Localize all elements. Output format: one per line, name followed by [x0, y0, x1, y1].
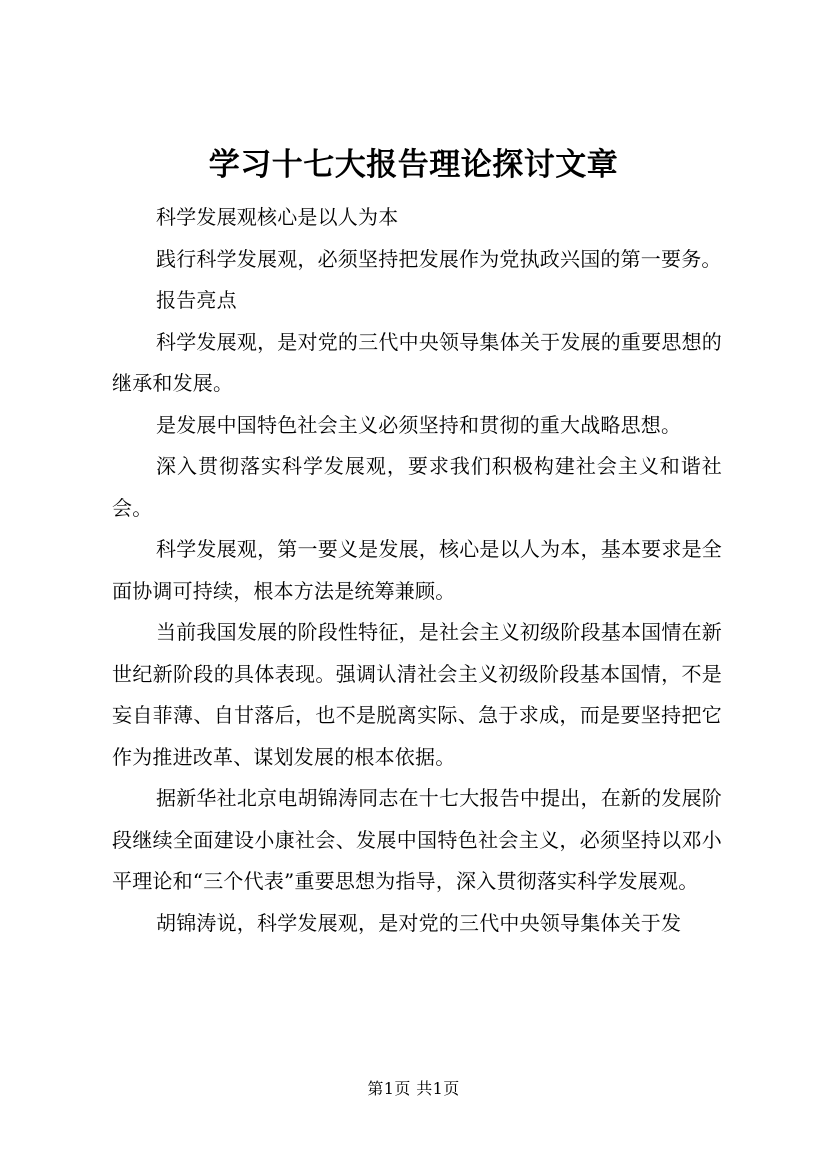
paragraph-6: 深入贯彻落实科学发展观，要求我们积极构建社会主义和谐社会。 [112, 454, 722, 520]
paragraph-8: 当前我国发展的阶段性特征，是社会主义初级阶段基本国情在新世纪新阶段的具体表现。强调认清社会主义初级阶段基本国情，不是妄自菲薄、自甘落后，也不是脱离实际、急于求成，而是要坚持把它作为推进改革、谋划发展的根本依据。 [112, 620, 722, 769]
paragraph-10: 胡锦涛说，科学发展观，是对党的三代中央领导集体关于发 [156, 910, 682, 935]
paragraph-3: 报告亮点 [156, 288, 237, 312]
paragraph-1: 科学发展观核心是以人为本 [156, 205, 399, 229]
paragraph-7: 科学发展观，第一要义是发展，核心是以人为本，基本要求是全面协调可持续，根本方法是统筹兼顾。 [112, 537, 722, 603]
paragraph-9: 据新华社北京电胡锦涛同志在十七大报告中提出，在新的发展阶段继续全面建设小康社会、发展中国特色社会主义，必须坚持以邓小平理论和“三个代表”重要思想为指导，深入贯彻落实科学发展观。 [112, 786, 722, 893]
paragraph-5: 是发展中国特色社会主义必须坚持和贯彻的重大战略思想。 [156, 412, 682, 437]
document-title: 学习十七大报告理论探讨文章 [208, 147, 619, 183]
paragraph-2: 践行科学发展观，必须坚持把发展作为党执政兴国的第一要务。 [156, 246, 722, 271]
paragraph-4: 科学发展观，是对党的三代中央领导集体关于发展的重要思想的继承和发展。 [112, 329, 722, 395]
page-footer: 第1页 共1页 [367, 1079, 460, 1098]
document-body [112, 197, 722, 944]
